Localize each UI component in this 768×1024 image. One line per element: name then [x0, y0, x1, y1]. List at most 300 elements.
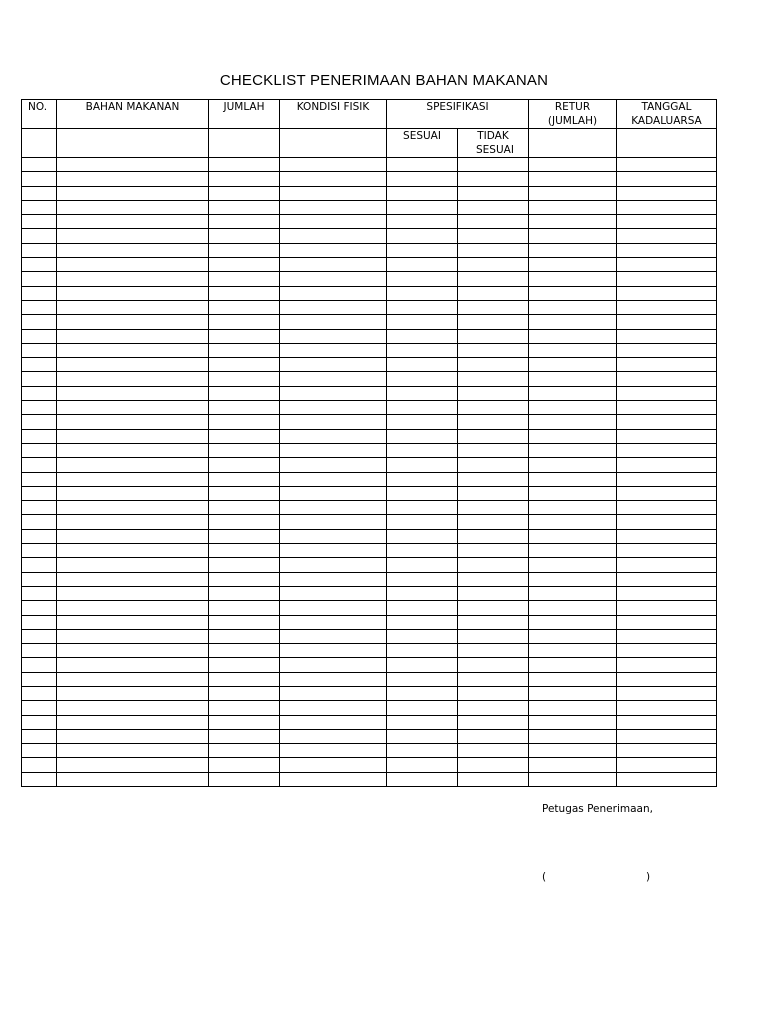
table-cell: [280, 515, 387, 529]
table-cell: [57, 644, 209, 658]
table-cell: [387, 243, 458, 257]
table-cell: [280, 486, 387, 500]
table-cell: [22, 458, 57, 472]
table-cell: [529, 200, 617, 214]
table-cell: [458, 315, 529, 329]
table-cell: [458, 172, 529, 186]
table-cell: [529, 343, 617, 357]
table-cell: [458, 586, 529, 600]
table-cell: [458, 386, 529, 400]
subheader-empty: [529, 129, 617, 158]
table-cell: [458, 558, 529, 572]
table-cell: [617, 415, 717, 429]
table-cell: [617, 715, 717, 729]
table-cell: [458, 601, 529, 615]
table-cell: [280, 200, 387, 214]
table-cell: [280, 272, 387, 286]
table-cell: [617, 386, 717, 400]
table-cell: [458, 200, 529, 214]
table-cell: [529, 300, 617, 314]
table-row: [22, 486, 717, 500]
table-cell: [387, 329, 458, 343]
table-cell: [209, 429, 280, 443]
table-cell: [387, 372, 458, 386]
table-cell: [22, 601, 57, 615]
table-cell: [458, 258, 529, 272]
table-cell: [209, 401, 280, 415]
table-cell: [280, 258, 387, 272]
table-cell: [458, 729, 529, 743]
table-cell: [209, 501, 280, 515]
table-cell: [617, 229, 717, 243]
subheader-empty: [617, 129, 717, 158]
table-cell: [529, 458, 617, 472]
table-cell: [387, 486, 458, 500]
table-cell: [280, 572, 387, 586]
table-cell: [458, 415, 529, 429]
table-row: [22, 272, 717, 286]
table-cell: [22, 515, 57, 529]
header-kondisi-fisik: KONDISI FISIK: [280, 100, 387, 129]
table-cell: [22, 572, 57, 586]
table-cell: [458, 372, 529, 386]
table-cell: [529, 158, 617, 172]
table-cell: [209, 629, 280, 643]
table-cell: [617, 372, 717, 386]
table-cell: [22, 544, 57, 558]
table-row: [22, 443, 717, 457]
table-cell: [280, 686, 387, 700]
table-cell: [617, 472, 717, 486]
table-cell: [209, 443, 280, 457]
table-cell: [458, 701, 529, 715]
table-cell: [529, 615, 617, 629]
table-row: [22, 329, 717, 343]
table-cell: [57, 272, 209, 286]
table-cell: [57, 186, 209, 200]
table-cell: [387, 158, 458, 172]
table-cell: [209, 200, 280, 214]
table-cell: [387, 215, 458, 229]
table-cell: [209, 329, 280, 343]
table-cell: [280, 501, 387, 515]
table-cell: [458, 443, 529, 457]
table-cell: [617, 558, 717, 572]
table-cell: [22, 772, 57, 786]
table-cell: [387, 672, 458, 686]
table-cell: [529, 715, 617, 729]
table-cell: [458, 744, 529, 758]
table-cell: [280, 401, 387, 415]
table-cell: [529, 601, 617, 615]
table-cell: [387, 272, 458, 286]
table-cell: [280, 586, 387, 600]
table-cell: [458, 615, 529, 629]
table-cell: [387, 586, 458, 600]
table-cell: [387, 572, 458, 586]
table-cell: [280, 629, 387, 643]
table-cell: [458, 429, 529, 443]
table-cell: [529, 672, 617, 686]
table-cell: [617, 329, 717, 343]
subheader-sesuai: SESUAI: [387, 129, 458, 158]
table-cell: [280, 558, 387, 572]
table-cell: [617, 429, 717, 443]
table-cell: [22, 186, 57, 200]
table-cell: [209, 772, 280, 786]
table-cell: [387, 529, 458, 543]
table-cell: [529, 286, 617, 300]
table-cell: [280, 544, 387, 558]
table-cell: [57, 343, 209, 357]
table-cell: [458, 529, 529, 543]
table-cell: [387, 472, 458, 486]
table-cell: [22, 343, 57, 357]
table-cell: [280, 601, 387, 615]
table-cell: [617, 401, 717, 415]
table-cell: [57, 686, 209, 700]
table-cell: [529, 644, 617, 658]
table-cell: [57, 501, 209, 515]
table-cell: [22, 229, 57, 243]
table-cell: [529, 272, 617, 286]
table-row: [22, 386, 717, 400]
table-cell: [617, 215, 717, 229]
table-cell: [57, 172, 209, 186]
table-row: [22, 758, 717, 772]
table-cell: [458, 572, 529, 586]
table-cell: [280, 729, 387, 743]
table-cell: [617, 315, 717, 329]
table-cell: [22, 415, 57, 429]
table-cell: [387, 601, 458, 615]
table-cell: [529, 572, 617, 586]
table-cell: [617, 243, 717, 257]
table-cell: [280, 243, 387, 257]
header-row: [22, 100, 717, 129]
table-row: [22, 715, 717, 729]
table-cell: [280, 429, 387, 443]
table-cell: [209, 615, 280, 629]
table-cell: [617, 358, 717, 372]
table-cell: [280, 472, 387, 486]
table-cell: [529, 443, 617, 457]
table-row: [22, 529, 717, 543]
table-cell: [209, 215, 280, 229]
table-cell: [387, 658, 458, 672]
table-cell: [617, 772, 717, 786]
table-cell: [22, 644, 57, 658]
table-cell: [57, 200, 209, 214]
table-row: [22, 300, 717, 314]
table-cell: [617, 186, 717, 200]
table-cell: [22, 443, 57, 457]
table-cell: [209, 715, 280, 729]
table-cell: [458, 358, 529, 372]
table-cell: [280, 458, 387, 472]
table-row: [22, 701, 717, 715]
table-cell: [280, 443, 387, 457]
table-cell: [280, 672, 387, 686]
table-cell: [22, 401, 57, 415]
table-cell: [57, 658, 209, 672]
table-cell: [209, 658, 280, 672]
table-cell: [22, 501, 57, 515]
table-cell: [529, 558, 617, 572]
table-cell: [458, 686, 529, 700]
table-cell: [209, 343, 280, 357]
table-cell: [387, 729, 458, 743]
table-cell: [529, 186, 617, 200]
table-cell: [387, 401, 458, 415]
table-cell: [387, 172, 458, 186]
table-row: [22, 586, 717, 600]
table-cell: [387, 200, 458, 214]
table-cell: [57, 715, 209, 729]
table-cell: [280, 358, 387, 372]
table-cell: [458, 672, 529, 686]
signature-label: Petugas Penerimaan,: [542, 803, 653, 815]
table-cell: [57, 158, 209, 172]
table-cell: [22, 629, 57, 643]
table-cell: [617, 158, 717, 172]
table-cell: [458, 158, 529, 172]
table-cell: [617, 286, 717, 300]
table-cell: [22, 329, 57, 343]
checklist-table: [21, 99, 717, 787]
table-cell: [209, 186, 280, 200]
table-cell: [209, 701, 280, 715]
table-cell: [617, 529, 717, 543]
table-cell: [529, 586, 617, 600]
table-cell: [22, 386, 57, 400]
table-cell: [529, 386, 617, 400]
table-row: [22, 215, 717, 229]
table-cell: [57, 572, 209, 586]
table-cell: [387, 501, 458, 515]
table-cell: [57, 401, 209, 415]
table-cell: [458, 715, 529, 729]
table-row: [22, 772, 717, 786]
table-cell: [458, 515, 529, 529]
table-cell: [57, 515, 209, 529]
header-jumlah: JUMLAH: [209, 100, 280, 129]
table-cell: [458, 272, 529, 286]
table-cell: [57, 486, 209, 500]
table-row: [22, 186, 717, 200]
table-cell: [387, 315, 458, 329]
table-cell: [22, 358, 57, 372]
table-cell: [529, 501, 617, 515]
table-cell: [529, 472, 617, 486]
table-cell: [280, 329, 387, 343]
table-cell: [617, 658, 717, 672]
table-cell: [458, 458, 529, 472]
table-row: [22, 172, 717, 186]
table-cell: [387, 758, 458, 772]
table-cell: [57, 300, 209, 314]
table-cell: [529, 486, 617, 500]
table-cell: [617, 272, 717, 286]
table-cell: [280, 715, 387, 729]
table-cell: [458, 186, 529, 200]
table-cell: [209, 386, 280, 400]
table-cell: [280, 158, 387, 172]
table-cell: [617, 200, 717, 214]
table-cell: [617, 644, 717, 658]
table-cell: [458, 300, 529, 314]
table-cell: [22, 300, 57, 314]
table-cell: [57, 215, 209, 229]
table-cell: [617, 629, 717, 643]
table-cell: [387, 415, 458, 429]
table-cell: [387, 629, 458, 643]
table-cell: [458, 401, 529, 415]
table-cell: [57, 386, 209, 400]
table-cell: [458, 501, 529, 515]
table-cell: [57, 758, 209, 772]
table-cell: [529, 772, 617, 786]
table-cell: [458, 544, 529, 558]
table-cell: [209, 529, 280, 543]
table-cell: [387, 186, 458, 200]
table-cell: [57, 672, 209, 686]
table-cell: [280, 644, 387, 658]
table-cell: [22, 558, 57, 572]
table-row: [22, 472, 717, 486]
table-cell: [22, 272, 57, 286]
table-row: [22, 544, 717, 558]
table-cell: [57, 729, 209, 743]
table-row: [22, 558, 717, 572]
table-cell: [22, 658, 57, 672]
table-cell: [209, 686, 280, 700]
table-cell: [209, 258, 280, 272]
table-cell: [209, 486, 280, 500]
table-cell: [209, 315, 280, 329]
table-cell: [529, 544, 617, 558]
table-cell: [387, 701, 458, 715]
table-cell: [280, 215, 387, 229]
table-cell: [57, 472, 209, 486]
table-cell: [209, 672, 280, 686]
table-cell: [280, 372, 387, 386]
table-cell: [617, 486, 717, 500]
table-row: [22, 615, 717, 629]
table-cell: [280, 415, 387, 429]
table-cell: [529, 315, 617, 329]
table-cell: [57, 372, 209, 386]
table-cell: [209, 544, 280, 558]
table-cell: [22, 715, 57, 729]
table-cell: [57, 615, 209, 629]
table-cell: [387, 544, 458, 558]
table-cell: [458, 229, 529, 243]
table-cell: [387, 286, 458, 300]
table-cell: [57, 529, 209, 543]
table-cell: [529, 329, 617, 343]
table-cell: [617, 615, 717, 629]
header-retur: RETUR (JUMLAH): [529, 100, 617, 129]
table-row: [22, 372, 717, 386]
table-cell: [387, 258, 458, 272]
table-cell: [458, 215, 529, 229]
table-cell: [280, 701, 387, 715]
table-cell: [529, 701, 617, 715]
table-cell: [458, 758, 529, 772]
table-cell: [209, 644, 280, 658]
table-cell: [387, 358, 458, 372]
table-row: [22, 315, 717, 329]
table-cell: [458, 343, 529, 357]
table-cell: [22, 215, 57, 229]
table-cell: [458, 472, 529, 486]
table-cell: [22, 758, 57, 772]
subheader-empty: [57, 129, 209, 158]
table-cell: [209, 272, 280, 286]
table-cell: [617, 729, 717, 743]
table-cell: [617, 586, 717, 600]
table-cell: [529, 243, 617, 257]
table-cell: [209, 158, 280, 172]
table-row: [22, 672, 717, 686]
table-cell: [617, 501, 717, 515]
table-row: [22, 243, 717, 257]
subheader-empty: [280, 129, 387, 158]
table-cell: [529, 515, 617, 529]
header-spesifikasi: SPESIFIKASI: [387, 100, 529, 129]
table-cell: [529, 358, 617, 372]
table-cell: [22, 586, 57, 600]
table-cell: [209, 372, 280, 386]
table-cell: [529, 429, 617, 443]
table-cell: [22, 486, 57, 500]
table-cell: [387, 744, 458, 758]
table-cell: [209, 729, 280, 743]
table-row: [22, 200, 717, 214]
table-cell: [57, 415, 209, 429]
table-cell: [209, 601, 280, 615]
table-cell: [22, 744, 57, 758]
table-cell: [22, 529, 57, 543]
table-cell: [209, 172, 280, 186]
table-row: [22, 729, 717, 743]
table-row: [22, 358, 717, 372]
subheader-empty: [209, 129, 280, 158]
table-cell: [280, 615, 387, 629]
table-cell: [280, 758, 387, 772]
subheader-row: [22, 129, 717, 158]
table-cell: [529, 729, 617, 743]
table-cell: [617, 758, 717, 772]
table-cell: [57, 443, 209, 457]
table-cell: [57, 772, 209, 786]
table-cell: [57, 429, 209, 443]
table-cell: [22, 200, 57, 214]
table-cell: [280, 386, 387, 400]
table-cell: [387, 558, 458, 572]
table-cell: [387, 772, 458, 786]
table-cell: [387, 443, 458, 457]
table-cell: [57, 586, 209, 600]
table-cell: [458, 658, 529, 672]
table-cell: [529, 758, 617, 772]
table-cell: [209, 229, 280, 243]
table-row: [22, 458, 717, 472]
signature-close-paren: ): [646, 871, 651, 883]
table-cell: [617, 172, 717, 186]
header-bahan-makanan: BAHAN MAKANAN: [57, 100, 209, 129]
